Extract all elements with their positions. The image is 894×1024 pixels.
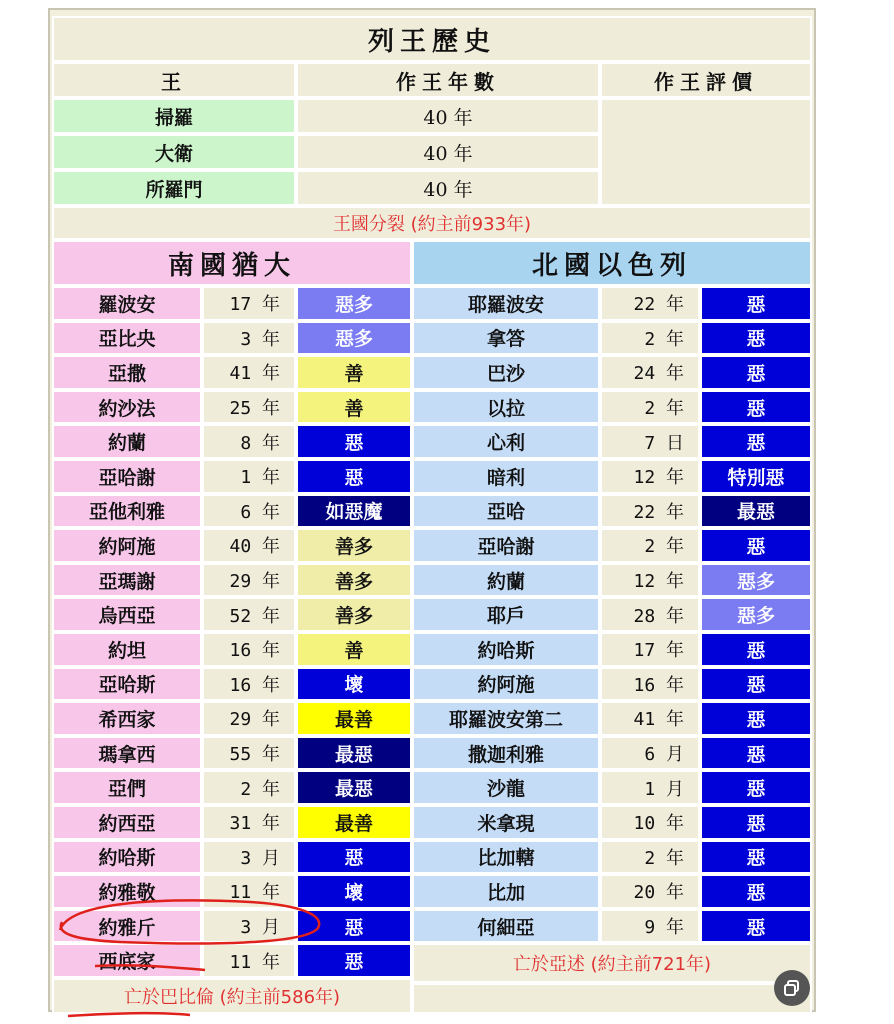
- south-king-years: 40 年: [202, 528, 296, 563]
- header-king: 王: [52, 62, 296, 98]
- united-king-years: 40 年: [296, 170, 600, 206]
- north-king-years: 20 年: [600, 874, 700, 909]
- south-king-years: 3 年: [202, 321, 296, 356]
- north-king-rating: 惡: [700, 321, 812, 356]
- south-king-name: 羅波安: [52, 286, 202, 321]
- north-king-years: 22 年: [600, 286, 700, 321]
- north-king-rating: 惡: [700, 355, 812, 390]
- north-king-name: 亞哈謝: [412, 528, 600, 563]
- north-king-years: 12 年: [600, 459, 700, 494]
- south-king-name: 亞他利雅: [52, 494, 202, 529]
- north-title: 北國以色列: [412, 240, 812, 286]
- south-king-rating: 壞: [296, 874, 412, 909]
- north-king-name: 耶戶: [412, 597, 600, 632]
- copy-icon: [783, 979, 801, 997]
- north-king-rating: 惡: [700, 286, 812, 321]
- united-king-name: 大衛: [52, 134, 296, 170]
- north-king-years: 24 年: [600, 355, 700, 390]
- table-title: 列王歷史: [52, 16, 812, 62]
- north-end-note: 亡於亞述 (約主前721年): [412, 943, 812, 983]
- north-king-rating: 惡: [700, 840, 812, 875]
- north-king-name: 拿答: [412, 321, 600, 356]
- south-king-name: 亞哈斯: [52, 667, 202, 702]
- south-king-years: 6 年: [202, 494, 296, 529]
- south-king-years: 25 年: [202, 390, 296, 425]
- south-king-years: 3 月: [202, 840, 296, 875]
- south-king-rating: 善: [296, 390, 412, 425]
- south-king-rating: 惡: [296, 909, 412, 944]
- header-years: 作王年數: [296, 62, 600, 98]
- north-king-years: 17 年: [600, 632, 700, 667]
- north-king-name: 巴沙: [412, 355, 600, 390]
- north-king-name: 米拿現: [412, 805, 600, 840]
- south-king-years: 31 年: [202, 805, 296, 840]
- south-king-years: 8 年: [202, 424, 296, 459]
- south-king-years: 52 年: [202, 597, 296, 632]
- south-king-rating: 惡: [296, 424, 412, 459]
- south-king-years: 17 年: [202, 286, 296, 321]
- north-king-years: 6 月: [600, 736, 700, 771]
- north-king-rating: 惡: [700, 528, 812, 563]
- united-king-name: 掃羅: [52, 98, 296, 134]
- north-king-name: 耶羅波安: [412, 286, 600, 321]
- south-king-years: 29 年: [202, 701, 296, 736]
- south-king-rating: 善: [296, 632, 412, 667]
- south-king-years: 3 月: [202, 909, 296, 944]
- north-king-years: 2 年: [600, 321, 700, 356]
- south-end-note: 亡於巴比倫 (約主前586年): [52, 978, 412, 1014]
- south-king-rating: 惡多: [296, 321, 412, 356]
- north-king-rating: 最惡: [700, 494, 812, 529]
- north-king-years: 22 年: [600, 494, 700, 529]
- north-king-years: 12 年: [600, 563, 700, 598]
- south-king-rating: 最惡: [296, 770, 412, 805]
- header-rating: 作王評價: [600, 62, 812, 98]
- south-king-years: 11 年: [202, 874, 296, 909]
- south-king-name: 瑪拿西: [52, 736, 202, 771]
- north-king-years: 1 月: [600, 770, 700, 805]
- south-king-name: 亞們: [52, 770, 202, 805]
- south-king-name: 約西亞: [52, 805, 202, 840]
- north-king-rating: 惡: [700, 390, 812, 425]
- north-king-name: 沙龍: [412, 770, 600, 805]
- south-title: 南國猶大: [52, 240, 412, 286]
- north-king-name: 比加轄: [412, 840, 600, 875]
- south-king-name: 亞哈謝: [52, 459, 202, 494]
- north-king-years: 10 年: [600, 805, 700, 840]
- united-rating-blank: [600, 98, 812, 206]
- united-king-years: 40 年: [296, 134, 600, 170]
- south-king-name: 約蘭: [52, 424, 202, 459]
- south-king-name: 約坦: [52, 632, 202, 667]
- south-king-rating: 最惡: [296, 736, 412, 771]
- south-king-years: 41 年: [202, 355, 296, 390]
- south-king-name: 約沙法: [52, 390, 202, 425]
- north-king-name: 心利: [412, 424, 600, 459]
- north-king-years: 16 年: [600, 667, 700, 702]
- south-king-rating: 惡: [296, 840, 412, 875]
- north-king-rating: 惡: [700, 736, 812, 771]
- south-king-name: 約哈斯: [52, 840, 202, 875]
- north-king-years: 7 日: [600, 424, 700, 459]
- south-king-rating: 惡: [296, 459, 412, 494]
- south-king-rating: 惡: [296, 943, 412, 978]
- north-king-rating: 惡多: [700, 563, 812, 598]
- south-king-rating: 如惡魔: [296, 494, 412, 529]
- south-king-years: 2 年: [202, 770, 296, 805]
- north-king-rating: 惡: [700, 805, 812, 840]
- north-king-name: 亞哈: [412, 494, 600, 529]
- south-king-name: 希西家: [52, 701, 202, 736]
- north-king-years: 9 年: [600, 909, 700, 944]
- north-king-rating: 惡: [700, 874, 812, 909]
- north-king-name: 約阿施: [412, 667, 600, 702]
- south-king-years: 55 年: [202, 736, 296, 771]
- south-king-years: 29 年: [202, 563, 296, 598]
- south-king-name: 約雅敬: [52, 874, 202, 909]
- copy-button[interactable]: [774, 970, 810, 1006]
- south-king-name: 約雅斤: [52, 909, 202, 944]
- north-king-name: 約蘭: [412, 563, 600, 598]
- north-king-rating: 惡多: [700, 597, 812, 632]
- south-king-rating: 善: [296, 355, 412, 390]
- north-king-rating: 惡: [700, 701, 812, 736]
- south-king-rating: 最善: [296, 805, 412, 840]
- south-king-name: 亞撒: [52, 355, 202, 390]
- north-king-years: 2 年: [600, 840, 700, 875]
- south-king-rating: 善多: [296, 528, 412, 563]
- north-king-name: 比加: [412, 874, 600, 909]
- south-king-rating: 惡多: [296, 286, 412, 321]
- south-king-rating: 壞: [296, 667, 412, 702]
- south-king-rating: 最善: [296, 701, 412, 736]
- south-king-years: 1 年: [202, 459, 296, 494]
- south-king-name: 烏西亞: [52, 597, 202, 632]
- north-king-name: 何細亞: [412, 909, 600, 944]
- north-king-rating: 惡: [700, 770, 812, 805]
- north-king-name: 耶羅波安第二: [412, 701, 600, 736]
- north-king-rating: 特別惡: [700, 459, 812, 494]
- north-king-name: 以拉: [412, 390, 600, 425]
- south-king-years: 11 年: [202, 943, 296, 978]
- south-king-name: 亞瑪謝: [52, 563, 202, 598]
- south-king-name: 西底家: [52, 943, 202, 978]
- south-king-name: 亞比央: [52, 321, 202, 356]
- north-king-rating: 惡: [700, 424, 812, 459]
- north-king-years: 2 年: [600, 528, 700, 563]
- north-king-name: 暗利: [412, 459, 600, 494]
- north-king-years: 2 年: [600, 390, 700, 425]
- north-king-rating: 惡: [700, 632, 812, 667]
- north-king-years: 41 年: [600, 701, 700, 736]
- north-king-name: 約哈斯: [412, 632, 600, 667]
- north-king-rating: 惡: [700, 909, 812, 944]
- south-king-rating: 善多: [296, 563, 412, 598]
- north-king-rating: 惡: [700, 667, 812, 702]
- north-king-years: 28 年: [600, 597, 700, 632]
- south-king-rating: 善多: [296, 597, 412, 632]
- south-king-years: 16 年: [202, 632, 296, 667]
- united-king-name: 所羅門: [52, 170, 296, 206]
- south-king-name: 約阿施: [52, 528, 202, 563]
- north-king-name: 撒迦利雅: [412, 736, 600, 771]
- split-note: 王國分裂 (約主前933年): [52, 206, 812, 240]
- north-end-blank: [412, 983, 812, 1014]
- south-king-years: 16 年: [202, 667, 296, 702]
- united-king-years: 40 年: [296, 98, 600, 134]
